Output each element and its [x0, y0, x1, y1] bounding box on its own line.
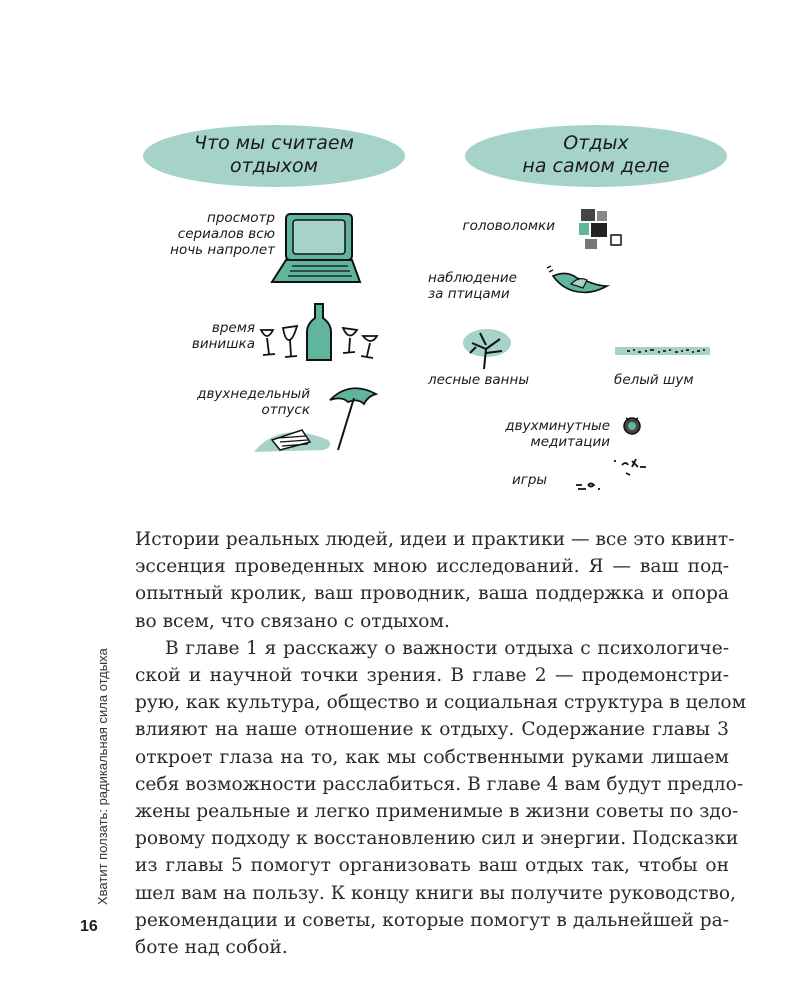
timer-icon — [620, 414, 644, 436]
puzzle-icon — [575, 205, 625, 255]
label-forest-bathing: лесные ванны — [428, 372, 529, 388]
label-games: игры — [512, 472, 548, 488]
body-line: рекомендации и советы, которые помогут в дальнейшей ра- — [135, 909, 729, 931]
noise-icon — [615, 343, 710, 359]
label-wine: время винишка — [191, 320, 255, 352]
game-pieces-icon — [570, 455, 660, 495]
beach-umbrella-icon — [250, 380, 390, 465]
body-line: откроет глаза на то, как мы собственными руками лишаем — [135, 746, 729, 768]
body-line: ровому подходу к восстановлению сил и энергии. Подсказки — [135, 828, 739, 850]
body-line: влияют на наше отношение к отдыху. Содержание главы 3 — [135, 719, 729, 741]
label-puzzles: головоломки — [462, 218, 555, 234]
wine-icon — [255, 300, 385, 365]
label-meditation: двухминутные медитации — [505, 418, 610, 450]
bird-icon — [543, 262, 613, 302]
body-line: В главе 1 я расскажу о важности отдыха с психологиче- — [165, 637, 729, 659]
page-number: 16 — [80, 918, 98, 935]
body-line: жены реальные и легко применимые в жизни советы по здо- — [135, 801, 739, 823]
tree-icon — [462, 325, 512, 370]
label-white-noise: белый шум — [614, 372, 694, 388]
body-line: себя возможности расслабиться. В главе 4 вам будут предло- — [135, 773, 744, 795]
body-line: во всем, что связано с отдыхом. — [135, 610, 450, 632]
label-birdwatching: наблюдение за птицами — [428, 270, 517, 302]
body-line: рую, как культура, общество и социальная структура в целом — [135, 692, 747, 714]
left-heading: Что мы считаем отдыхом — [194, 132, 354, 177]
label-series: просмотр сериалов всю ночь напролет — [170, 210, 275, 258]
body-line: шел вам на пользу. К концу книги вы получите руководство, — [135, 882, 736, 904]
body-line: из главы 5 помогут организовать ваш отдых так, чтобы он — [135, 855, 729, 877]
body-line: ской и научной точки зрения. В главе 2 — продемонстри- — [135, 665, 729, 687]
body-line: боте над собой. — [135, 937, 288, 959]
body-line: эссенция проведенных мною исследований. Я — ваш под- — [135, 556, 729, 578]
body-line: опытный кролик, ваш проводник, ваша поддержка и опора — [135, 583, 729, 605]
body-line: Истории реальных людей, идеи и практики — все это квинт- — [135, 529, 735, 550]
right-heading: Отдых на самом деле — [522, 132, 670, 177]
body-text — [135, 526, 747, 961]
laptop-icon — [268, 210, 368, 290]
label-vacation: двухнедельный отпуск — [197, 386, 310, 418]
running-title: Хватит ползать: радикальная сила отдыха — [95, 648, 110, 905]
